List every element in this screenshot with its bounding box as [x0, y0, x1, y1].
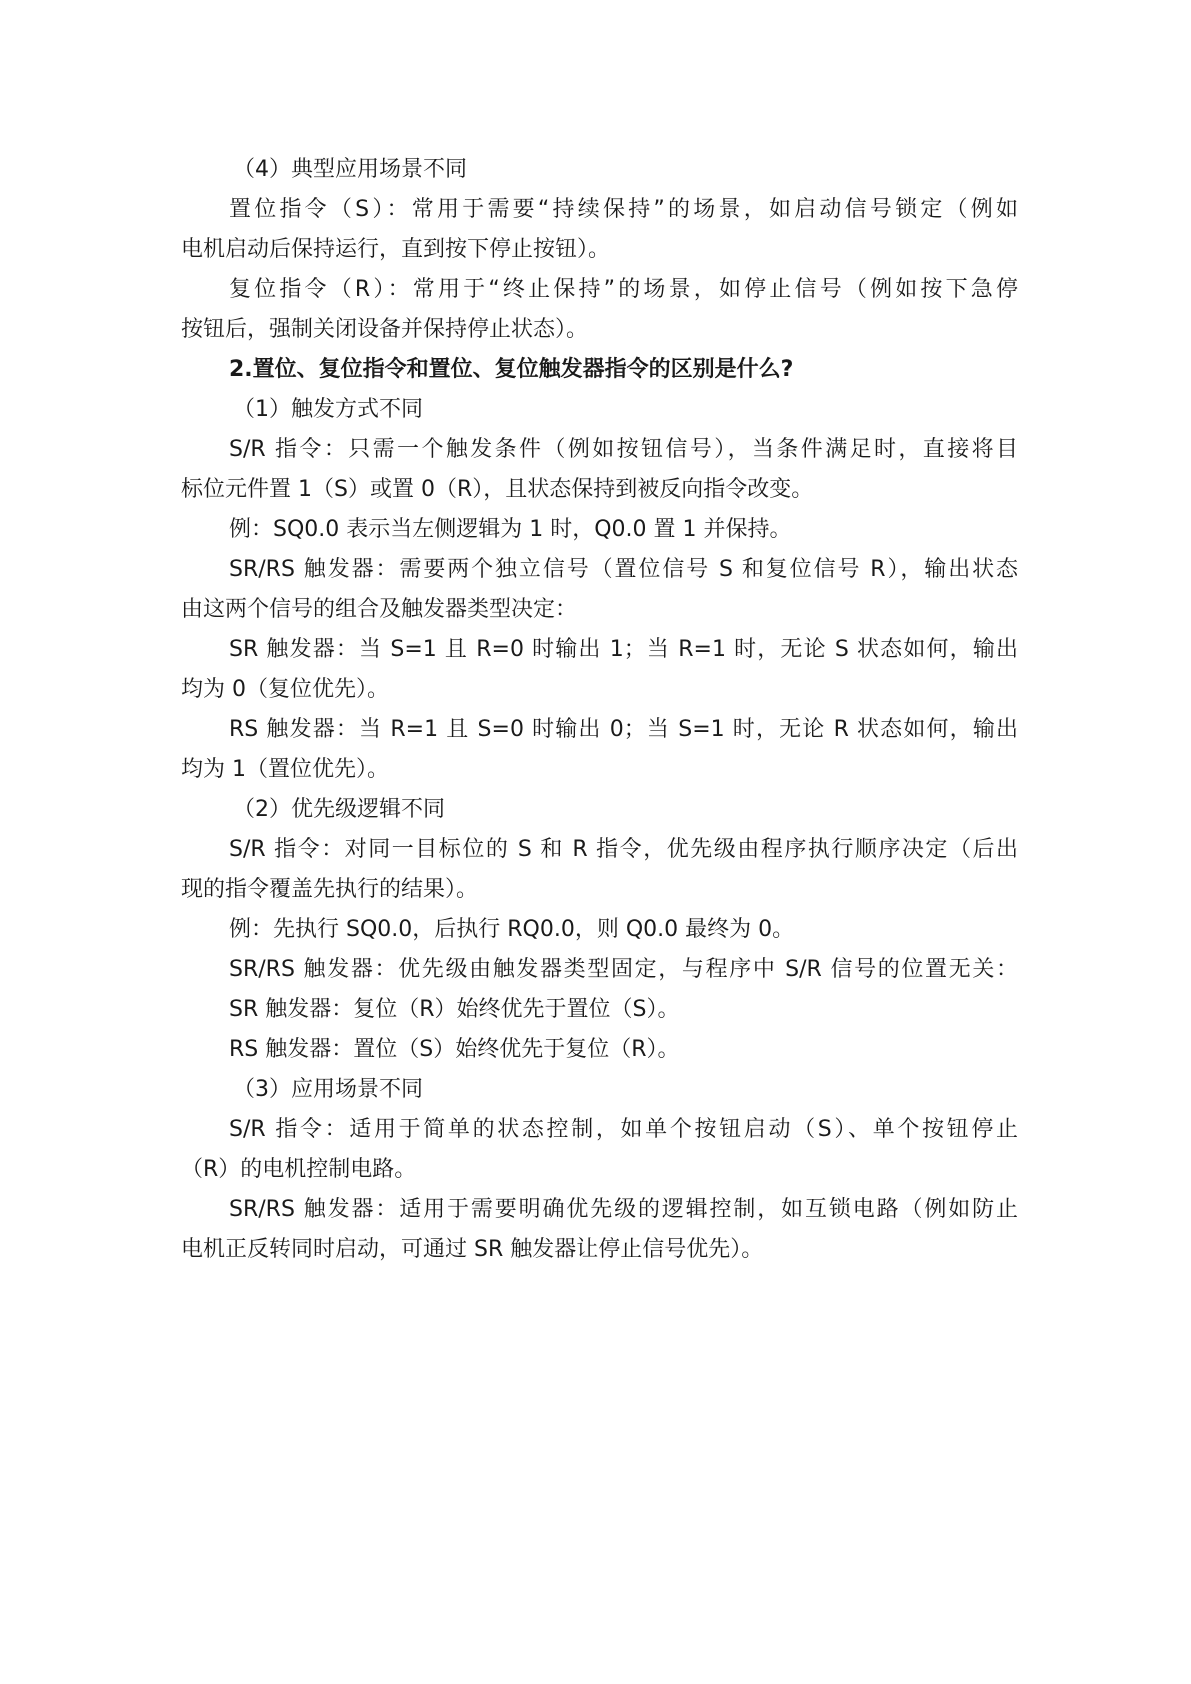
- paragraph-line: SR/RS 触发器：适用于需要明确优先级的逻辑控制，如互锁电路（例如防止: [229, 1197, 1018, 1222]
- subsection-heading: （4）典型应用场景不同: [233, 157, 467, 182]
- subsection-heading: （1）触发方式不同: [233, 397, 423, 422]
- paragraph-line: RS 触发器：置位（S）始终优先于复位（R）。: [229, 1037, 680, 1062]
- paragraph-line: 现的指令覆盖先执行的结果）。: [181, 877, 479, 902]
- paragraph-line: SR 触发器：当 S=1 且 R=0 时输出 1；当 R=1 时，无论 S 状态如何，输出: [229, 637, 1018, 662]
- paragraph-line: 由这两个信号的组合及触发器类型决定：: [181, 597, 578, 622]
- paragraph-line: S/R 指令：对同一目标位的 S 和 R 指令，优先级由程序执行顺序决定（后出: [229, 837, 1018, 862]
- paragraph-line: 电机启动后保持运行，直到按下停止按钮）。: [181, 237, 611, 262]
- paragraph-line: 例：SQ0.0 表示当左侧逻辑为 1 时，Q0.0 置 1 并保持。: [229, 517, 792, 542]
- paragraph-line: 例：先执行 SQ0.0，后执行 RQ0.0，则 Q0.0 最终为 0。: [229, 917, 795, 942]
- paragraph-line: SR/RS 触发器：需要两个独立信号（置位信号 S 和复位信号 R），输出状态: [229, 557, 1018, 582]
- paragraph-line: 均为 1（置位优先）。: [181, 757, 389, 782]
- paragraph-line: S/R 指令：只需一个触发条件（例如按钮信号），当条件满足时，直接将目: [229, 437, 1018, 462]
- document-body: [181, 150, 1018, 1270]
- paragraph-line: 复位指令（R）：常用于“终止保持”的场景，如停止信号（例如按下急停: [229, 277, 1018, 302]
- paragraph-line: S/R 指令：适用于简单的状态控制，如单个按钮启动（S）、单个按钮停止: [229, 1117, 1018, 1142]
- subsection-heading: （3）应用场景不同: [233, 1077, 423, 1102]
- subsection-heading: （2）优先级逻辑不同: [233, 797, 445, 822]
- section-heading: 2.置位、复位指令和置位、复位触发器指令的区别是什么?: [229, 357, 794, 382]
- paragraph-line: SR 触发器：复位（R）始终优先于置位（S）。: [229, 997, 680, 1022]
- paragraph-line: （R）的电机控制电路。: [181, 1157, 417, 1182]
- paragraph-line: 置位指令（S）：常用于需要“持续保持”的场景，如启动信号锁定（例如: [229, 197, 1018, 222]
- paragraph-line: 均为 0（复位优先）。: [181, 677, 389, 702]
- paragraph-line: SR/RS 触发器：优先级由触发器类型固定，与程序中 S/R 信号的位置无关：: [229, 957, 1018, 982]
- paragraph-line: 按钮后，强制关闭设备并保持停止状态）。: [181, 317, 589, 342]
- paragraph-line: 标位元件置 1（S）或置 0（R），且状态保持到被反向指令改变。: [181, 477, 814, 502]
- paragraph-line: RS 触发器：当 R=1 且 S=0 时输出 0；当 S=1 时，无论 R 状态如何，输出: [229, 717, 1018, 742]
- paragraph-line: 电机正反转同时启动，可通过 SR 触发器让停止信号优先）。: [181, 1237, 764, 1262]
